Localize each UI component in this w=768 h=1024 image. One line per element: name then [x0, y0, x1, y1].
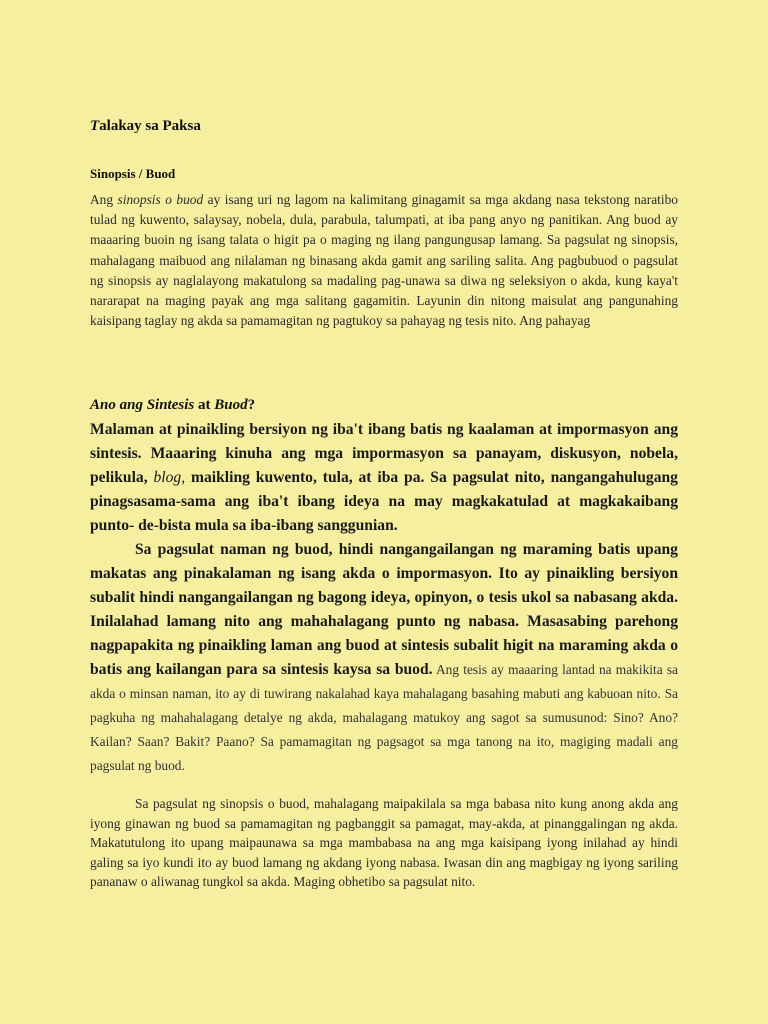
page-title: [90, 118, 201, 135]
heading2-part-d: ?: [247, 397, 256, 413]
section-heading: [90, 397, 255, 414]
p3-d: Ang tesis ay maaaring lantad na makikita sa akda o minsan naman, ito ay di tuwirang nakalahad kaya mahalagang basahing mabuti ang kabuoan nito. Sa pagkuha ng mahahalagang detalye ng akda, mahalagang matukoy ang sagot sa sumusunod: Sino? Ano? Kailan? Saan? Bakit? Paano? Sa pamamagitan ng pagsagot sa mga tanong na ito, magiging madali ang pagsulat ng buod.: [90, 662, 679, 773]
subheading: Sinopsis / Buod: [90, 166, 176, 181]
p2-e: maikling kuwento, tula, at iba pa. Sa pagsulat nito, nangangahulugang pinagsasama-sama ang iba't ibang ideya na may magkakatulad at magkakaibang punto- de-bista mula sa iba-ibang sanggunian.: [90, 469, 678, 534]
title-initial: T: [90, 118, 100, 134]
p2-a: Malaman at pinaikling bersiyon ng iba't ibang batis ng kaalaman at impormasyon ang: [90, 421, 678, 438]
p3-b: buod: [294, 541, 329, 558]
heading2-part-c: Buod: [214, 397, 248, 413]
para1-lead: Ang: [90, 192, 118, 207]
p2-c: . Maaaring kinuha ang mga impormasyon sa panayam, diskusyon, nobela, pelikula,: [90, 445, 678, 486]
p2-d: blog,: [153, 469, 186, 486]
p3-c: , hindi nangangailangan ng maraming batis upang makatas ang pinakalaman ng isang akda o impormasyon. Ito ay pinaikling bersiyon subalit hindi nangangailangan ng bagong ideya, opinyon, o tesis ukol sa nabasang akda. Inilalahad lamang nito ang mahahalagang punto ng nabasa. Masasabing parehong nagpapakita ng pinaikling laman ang buod at sintesis subalit higit na maraming akda o batis ang kailangan para sa sintesis kaysa sa buod.: [90, 541, 678, 678]
para1-rest: ay isang uri ng lagom na kalimitang ginagamit sa mga akdang nasa tekstong naratibo tulad ng kuwento, salaysay, nobela, dula, parabula, talumpati, at iba pang anyo ng panitikan. Ang buod ay maaaring buoin ng isang talata o higit pa o maging ng ilang pangungusap lamang. Sa pagsulat ng sinopsis, mahalagang maibuod ang nilalaman ng binasang akda gamit ang sariling salita. Ang pagbubuod o pagsulat ng sinopsis ay naglalayong makatulong sa madaling pag-unawa sa diwa ng seleksiyon o akda, kung kaya't nararapat na maging payak ang mga salitang gagamitin. Layunin din nitong maisulat ang pangunahing kaisipang taglay ng akda sa pamamagitan ng pagtukoy sa pahayag ng tesis nito. Ang pahayag: [90, 192, 678, 329]
p2-b: sintesis: [90, 445, 138, 462]
paragraph-pagsulat: Sa pagsulat ng sinopsis o buod, mahalagang maipakilala sa mga babasa nito kung anong akda ang iyong ginawan ng buod sa pamamagitan ng pagbanggit sa pamagat, may-akda, at pinanggalingan ng akda. Makatutulong ito upang maipaunawa sa mga mambabasa na ang mga kaisipang iyong inilahad ay hindi galing sa iyo kundi ito ay buod lamang ng akdang iyong nabasa. Iwasan din ang magbigay ng iyong sariling pananaw o aliwanag tungkol sa akda. Maging obhetibo sa pagsulat nito.: [90, 796, 678, 889]
paragraph-sintesis: [90, 418, 678, 538]
heading2-part-a: Ano ang Sintesis: [90, 397, 198, 413]
paragraph-sinopsis: [90, 190, 678, 331]
p3-a: Sa pagsulat naman ng: [135, 541, 295, 558]
section-body: [90, 418, 678, 778]
heading2-part-b: at: [197, 397, 215, 413]
para1-italic: sinopsis o buod: [117, 192, 204, 207]
title-rest: alakay sa Paksa: [99, 118, 201, 134]
paragraph-buod: [90, 538, 678, 778]
